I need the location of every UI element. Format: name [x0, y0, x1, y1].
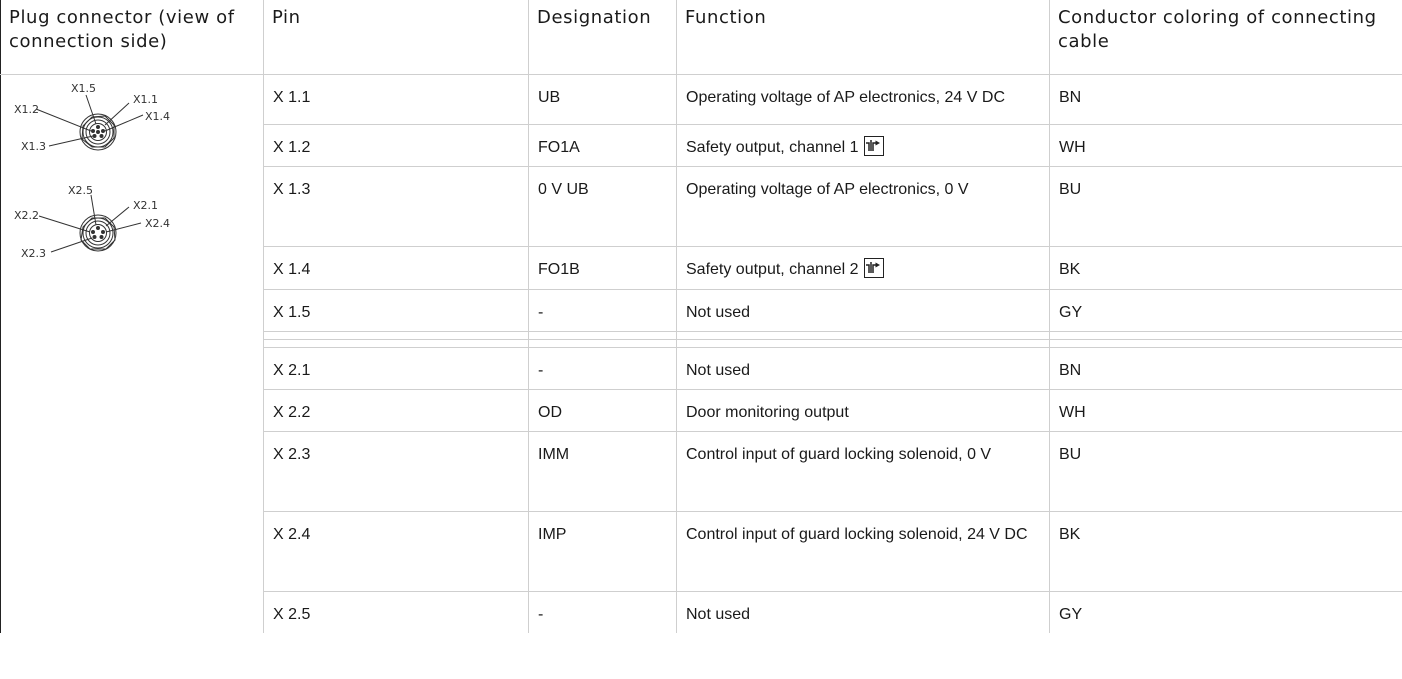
- header-designation: Designation: [529, 0, 677, 74]
- designation-cell: UB: [529, 74, 677, 124]
- function-cell: Operating voltage of AP electronics, 0 V: [677, 166, 1050, 246]
- color-cell: BU: [1050, 431, 1402, 511]
- header-pin: Pin: [264, 0, 529, 74]
- spacer-cell: [529, 339, 677, 347]
- spacer-cell: [677, 339, 1050, 347]
- designation-cell: -: [529, 591, 677, 633]
- function-cell: Control input of guard locking solenoid, 24 V DC: [677, 511, 1050, 591]
- header-connector: Plug connector (view of connection side): [1, 0, 264, 74]
- header-conductor-color: Conductor coloring of connecting cable: [1050, 0, 1402, 74]
- color-cell: BU: [1050, 166, 1402, 246]
- color-cell: GY: [1050, 591, 1402, 633]
- spacer-cell: [264, 331, 529, 339]
- function-cell: Not used: [677, 591, 1050, 633]
- function-cell: [677, 246, 1050, 289]
- table-header-row: [1, 0, 1402, 74]
- color-cell: BK: [1050, 511, 1402, 591]
- pin-cell: X 2.4: [264, 511, 529, 591]
- function-cell: Door monitoring output: [677, 389, 1050, 431]
- pin-cell: X 2.5: [264, 591, 529, 633]
- connector-x2-label-4: X2.4: [145, 216, 171, 230]
- safety-output-symbol-icon: [864, 258, 884, 278]
- spacer-cell: [1050, 339, 1402, 347]
- function-cell: Operating voltage of AP electronics, 24 V DC: [677, 74, 1050, 124]
- connector-x2-icon: [39, 195, 141, 252]
- connector-x2-label-2: X2.2: [14, 208, 40, 222]
- connector-x1-label-2: X1.2: [14, 102, 40, 116]
- function-text: Safety output, channel 2: [686, 260, 859, 278]
- spacer-cell: [677, 331, 1050, 339]
- pin-cell: X 1.3: [264, 166, 529, 246]
- connector-x1-label-5: X1.5: [71, 81, 97, 95]
- pin-cell: X 2.3: [264, 431, 529, 511]
- pin-cell: X 2.2: [264, 389, 529, 431]
- connector-x1-label-4: X1.4: [145, 109, 171, 123]
- color-cell: WH: [1050, 124, 1402, 166]
- color-cell: GY: [1050, 289, 1402, 331]
- spacer-cell: [264, 339, 529, 347]
- designation-cell: -: [529, 347, 677, 389]
- color-cell: BN: [1050, 347, 1402, 389]
- pin-cell: X 1.5: [264, 289, 529, 331]
- connector-x1-icon: [36, 95, 143, 150]
- pin-cell: X 2.1: [264, 347, 529, 389]
- connector-diagram-cell: [1, 74, 264, 633]
- plug-connector-diagram: [1, 75, 263, 335]
- connector-x1-label-3: X1.3: [21, 139, 47, 153]
- designation-cell: IMM: [529, 431, 677, 511]
- connector-x2-label-3: X2.3: [21, 246, 47, 260]
- color-cell: BN: [1050, 74, 1402, 124]
- spacer-cell: [1050, 331, 1402, 339]
- function-cell: [677, 124, 1050, 166]
- connector-x2-label-5: X2.5: [68, 183, 94, 197]
- designation-cell: FO1A: [529, 124, 677, 166]
- designation-cell: FO1B: [529, 246, 677, 289]
- function-text: Safety output, channel 1: [686, 138, 859, 156]
- function-cell: Control input of guard locking solenoid, 0 V: [677, 431, 1050, 511]
- header-function: Function: [677, 0, 1050, 74]
- designation-cell: OD: [529, 389, 677, 431]
- pin-cell: X 1.4: [264, 246, 529, 289]
- designation-cell: 0 V UB: [529, 166, 677, 246]
- pin-cell: X 1.1: [264, 74, 529, 124]
- spacer-cell: [529, 331, 677, 339]
- safety-output-symbol-icon: [864, 136, 884, 156]
- color-cell: WH: [1050, 389, 1402, 431]
- designation-cell: -: [529, 289, 677, 331]
- connector-x1-label-1: X1.1: [133, 92, 159, 106]
- designation-cell: IMP: [529, 511, 677, 591]
- table-row: [1, 74, 1402, 124]
- function-cell: Not used: [677, 347, 1050, 389]
- color-cell: BK: [1050, 246, 1402, 289]
- function-cell: Not used: [677, 289, 1050, 331]
- pin-cell: X 1.2: [264, 124, 529, 166]
- connector-x2-label-1: X2.1: [133, 198, 159, 212]
